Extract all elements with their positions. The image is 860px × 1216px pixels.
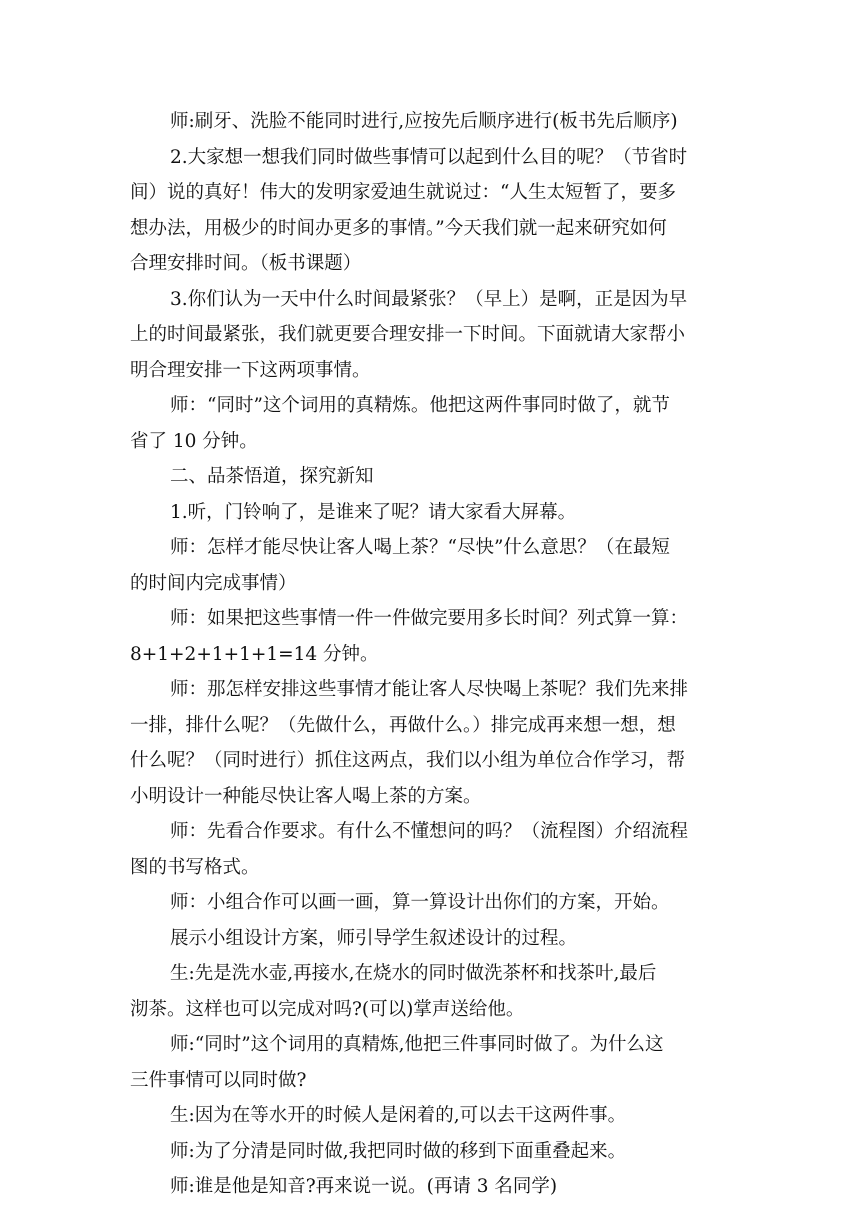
text-line: 沏茶。这样也可以完成对吗?(可以)掌声送给他。 xyxy=(130,998,525,1020)
text-line: 师：那怎样安排这些事情才能让客人尽快喝上茶呢？我们先来排 xyxy=(170,679,689,700)
text-line: 二、品茶悟道，探究新知 xyxy=(170,466,374,487)
text-line: 什么呢？（同时进行）抓住这两点，我们以小组为单位合作学习，帮 xyxy=(130,750,686,771)
text-line: 的时间内完成事情） xyxy=(130,572,297,594)
text-line: 师：怎样才能尽快让客人喝上茶？“尽快”什么意思？（在最短 xyxy=(170,537,670,558)
text-line: 师:“同时”这个词用的真精炼,他把三件事同时做了。为什么这 xyxy=(170,1034,664,1055)
text-line: 想办法，用极少的时间办更多的事情。”今天我们就一起来研究如何 xyxy=(130,217,667,239)
text-line: 3.你们认为一天中什么时间最紧张？（早上）是啊，正是因为早 xyxy=(170,288,688,310)
text-line: 间）说的真好！伟大的发明家爱迪生就说过：“人生太短暂了，要多 xyxy=(130,182,676,203)
text-line: 上的时间最紧张，我们就更要合理安排一下时间。下面就请大家帮小 xyxy=(130,324,686,345)
lesson-plan-body xyxy=(130,104,730,1205)
text-line: 师：小组合作可以画一画，算一算设计出你们的方案，开始。 xyxy=(170,892,670,913)
text-line: 生:先是洗水壶,再接水,在烧水的同时做洗茶杯和找茶叶,最后 xyxy=(170,963,657,984)
text-line: 8+1+2+1+1+1=14 分钟。 xyxy=(130,643,379,665)
text-line: 图的书写格式。 xyxy=(130,856,260,878)
text-line: 合理安排时间。（板书课题） xyxy=(130,253,362,274)
text-line: 三件事情可以同时做? xyxy=(130,1069,307,1091)
text-line: 省了 10 分钟。 xyxy=(130,430,258,452)
text-line: 师:为了分清是同时做,我把同时做的移到下面重叠起来。 xyxy=(170,1140,627,1162)
text-line: 展示小组设计方案，师引导学生叙述设计的过程。 xyxy=(170,927,578,949)
text-line: 生:因为在等水开的时候人是闲着的,可以去干这两件事。 xyxy=(170,1105,627,1126)
text-line: 师：先看合作要求。有什么不懂想问的吗？（流程图）介绍流程 xyxy=(170,821,689,842)
text-line: 1.听，门铃响了，是谁来了呢？请大家看大屏幕。 xyxy=(170,501,577,523)
text-line: 2.大家想一想我们同时做些事情可以起到什么目的呢？（节省时 xyxy=(170,146,688,168)
text-line: 师：“同时”这个词用的真精炼。他把这两件事同时做了，就节 xyxy=(170,395,670,416)
text-line: 师:刷牙、洗脸不能同时进行,应按先后顺序进行(板书先后顺序) xyxy=(170,111,678,132)
text-line: 一排，排什么呢？（先做什么，再做什么。）排完成再来想一想，想 xyxy=(130,714,676,736)
text-line: 明合理安排一下这两项事情。 xyxy=(130,359,371,381)
text-line: 师：如果把这些事情一件一件做完要用多长时间？列式算一算： xyxy=(170,608,689,629)
text-line: 小明设计一种能尽快让客人喝上茶的方案。 xyxy=(130,785,482,807)
text-line: 师:谁是他是知音?再来说一说。(再请 3 名同学) xyxy=(170,1176,558,1197)
